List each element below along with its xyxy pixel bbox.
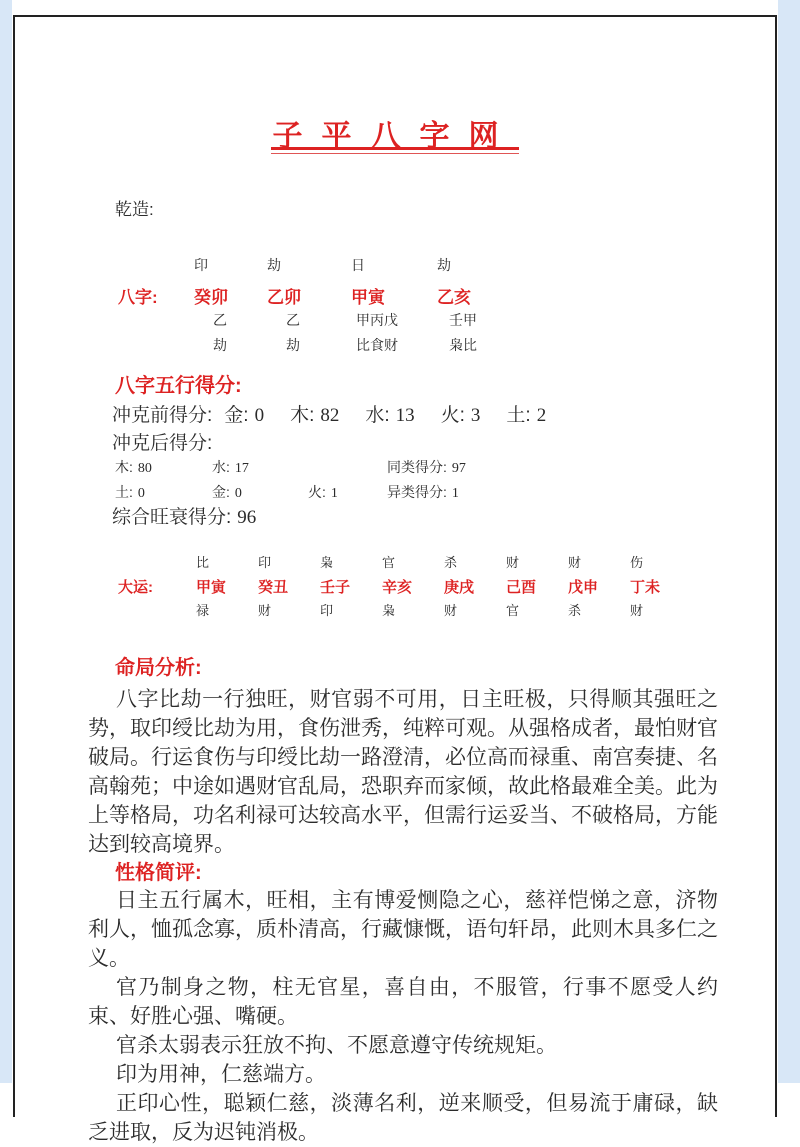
bazi-label: 八字:: [118, 288, 158, 307]
bazi-spacer: [118, 310, 194, 335]
xingge-heading: 性格简评:: [115, 862, 202, 884]
gender-label: 乾造:: [115, 200, 154, 219]
post-clash-score-grid: [115, 457, 466, 507]
dayun-pillar: 戊申: [568, 579, 599, 596]
score-pair: 土: 0: [115, 484, 145, 501]
wuxing-heading: 八字五行得分:: [115, 375, 242, 397]
post-clash-label: 冲克后得分:: [112, 433, 213, 454]
dayun-star: 禄: [196, 603, 210, 618]
frame-strip-right: [778, 0, 800, 1083]
bazi-pillar: 甲寅: [351, 288, 385, 307]
score-pair: 水: 13: [365, 405, 415, 426]
mingju-analysis: [88, 685, 718, 859]
dayun-pillar: 甲寅: [196, 579, 227, 596]
bazi-table: [118, 255, 523, 360]
dayun-pillar: 丁未: [630, 579, 661, 596]
mingju-heading: 命局分析:: [115, 657, 202, 679]
pre-clash-label: 冲克前得分:: [112, 405, 213, 426]
bazi-pillar: 癸卯: [194, 288, 228, 307]
xingge-review: [88, 886, 718, 1147]
site-title: 子平八字网: [272, 120, 518, 153]
dayun-god: 财: [568, 555, 582, 570]
total-score-line: [112, 502, 256, 529]
dayun-star: 杀: [568, 603, 582, 618]
xingge-paragraph: 官乃制身之物，柱无官星，喜自由，不服管，行事不愿受人约束、好胜心强、嘴硬。: [88, 976, 718, 1028]
dayun-star: 官: [506, 603, 520, 618]
xingge-paragraph: 正印心性，聪颖仁慈，淡薄名利，逆来顺受，但易流于庸碌，缺乏进取，反为迟钝消极。: [88, 1092, 718, 1144]
bazi-hidden-stems: 甲丙戊: [356, 312, 398, 328]
mingju-paragraph: 八字比劫一行独旺，财官弱不可用，日主旺极，只得顺其强旺之势，取印绶比劫为用，食伤泄秀，纯粹可观。从强格成者，最怕财官破局。行运食伤与印绶比劫一路澄清，必位高而禄重、南宫奏捷、名高翰苑；中途如遇财官乱局，恐职弃而家倾，故此格最难全美。此为上等格局，功名利禄可达较高水平，但需行运妥当、不破格局，方能达到较高境界。: [88, 688, 718, 856]
dayun-label: 大运:: [118, 579, 153, 596]
bazi-god: 劫: [437, 257, 451, 273]
bazi-hidden-stems: 乙: [213, 312, 227, 328]
total-score-label: 综合旺衰得分:: [112, 507, 232, 528]
score-pair: 金: 0: [212, 484, 242, 501]
dayun-star: 财: [444, 603, 458, 618]
score-pair: 金: 0: [224, 405, 265, 426]
bazi-spacer: [118, 335, 194, 360]
dayun-star: 印: [320, 603, 334, 618]
bazi-hidden-gods: 比食财: [356, 337, 398, 353]
score-pair: 异类得分: 1: [387, 484, 459, 501]
dayun-god: 伤: [630, 555, 644, 570]
dayun-pillar: 壬子: [320, 579, 351, 596]
bazi-pillar: 乙亥: [437, 288, 471, 307]
dayun-spacer: [118, 600, 196, 624]
dayun-table: [118, 552, 692, 624]
dayun-star: 枭: [382, 603, 396, 618]
bazi-god: 劫: [267, 257, 281, 273]
dayun-pillar: 己酉: [506, 579, 537, 596]
bazi-hidden-stems: 乙: [286, 312, 300, 328]
score-pair: 火: 3: [440, 405, 481, 426]
xingge-paragraph: 官杀太弱表示狂放不拘、不愿意遵守传统规矩。: [116, 1034, 557, 1057]
xingge-paragraph: 印为用神，仁慈端方。: [116, 1063, 326, 1086]
dayun-pillar: 庚戌: [444, 579, 475, 596]
bazi-god: 日: [351, 257, 365, 273]
frame-strip-left: [0, 0, 12, 1083]
dayun-god: 杀: [444, 555, 458, 570]
bazi-hidden-gods: 劫: [213, 337, 227, 353]
score-pair: 水: 17: [212, 459, 249, 476]
dayun-god: 官: [382, 555, 396, 570]
dayun-pillar: 癸丑: [258, 579, 289, 596]
bazi-corner: [118, 255, 194, 283]
bazi-pillar: 乙卯: [267, 288, 301, 307]
dayun-star: 财: [258, 603, 272, 618]
dayun-god: 财: [506, 555, 520, 570]
bazi-hidden-gods: 劫: [286, 337, 300, 353]
score-pair: 火: 1: [308, 484, 338, 501]
dayun-god: 比: [196, 555, 210, 570]
xingge-paragraph: 日主五行属木，旺相，主有博爱恻隐之心，慈祥恺悌之意，济物利人，恤孤念寡，质朴清高，行藏慷慨，语句轩昂，此则木具多仁之义。: [88, 889, 718, 970]
dayun-god: 印: [258, 555, 272, 570]
report-page: [13, 15, 777, 1144]
score-pair: 木: 82: [290, 405, 340, 426]
bazi-god: 印: [194, 257, 208, 273]
score-pair: 木: 80: [115, 459, 152, 476]
dayun-star: 财: [630, 603, 644, 618]
score-pair: 土: 2: [506, 405, 547, 426]
score-pair-empty: [308, 457, 387, 482]
dayun-corner: [118, 552, 196, 576]
bazi-hidden-gods: 枭比: [449, 337, 477, 353]
score-pair: 同类得分: 97: [387, 459, 466, 476]
pre-clash-score-line: [112, 400, 572, 427]
bazi-hidden-stems: 壬甲: [449, 312, 477, 328]
dayun-god: 枭: [320, 555, 334, 570]
total-score-value: 96: [237, 507, 257, 528]
dayun-pillar: 辛亥: [382, 579, 413, 596]
title-underline: [271, 147, 519, 154]
